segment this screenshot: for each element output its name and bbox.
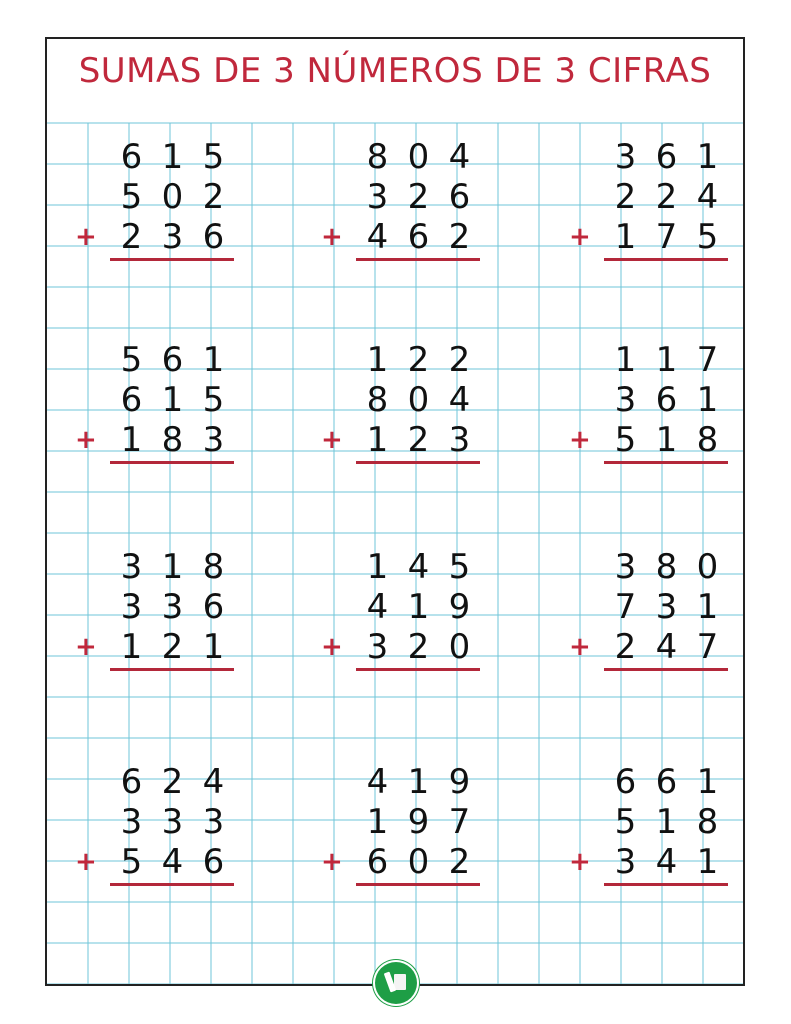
digit: 9	[407, 802, 430, 842]
digit: 1	[655, 420, 678, 460]
digit: 7	[448, 802, 471, 842]
addend-row	[71, 340, 231, 380]
plus-sign: +	[75, 222, 97, 252]
digit: 3	[614, 842, 637, 882]
addend-row	[565, 380, 725, 420]
plus-sign: +	[569, 425, 591, 455]
digit: 4	[202, 762, 225, 802]
addend-row	[565, 420, 725, 460]
addend-row	[565, 802, 725, 842]
digit: 5	[120, 177, 143, 217]
digit: 1	[655, 340, 678, 380]
digit: 0	[696, 547, 719, 587]
digit: 2	[448, 217, 471, 257]
digit: 2	[407, 627, 430, 667]
digit: 3	[614, 380, 637, 420]
addend-row	[317, 587, 477, 627]
plus-sign: +	[321, 847, 343, 877]
digit: 6	[655, 137, 678, 177]
addend-row	[317, 217, 477, 257]
digit: 3	[161, 802, 184, 842]
addend-row	[565, 340, 725, 380]
sum-line	[356, 668, 480, 671]
digit: 3	[655, 587, 678, 627]
addend-row	[565, 177, 725, 217]
digit: 5	[614, 420, 637, 460]
digit: 1	[696, 587, 719, 627]
digit: 4	[366, 587, 389, 627]
sum-line	[356, 461, 480, 464]
digit: 4	[448, 137, 471, 177]
digit: 6	[407, 217, 430, 257]
digit: 1	[614, 217, 637, 257]
sum-line	[604, 883, 728, 886]
digit: 3	[614, 547, 637, 587]
digit: 2	[655, 177, 678, 217]
addition-problem	[565, 340, 725, 460]
addend-row	[71, 627, 231, 667]
plus-sign: +	[75, 425, 97, 455]
digit: 1	[407, 587, 430, 627]
addend-row	[317, 762, 477, 802]
digit: 8	[696, 802, 719, 842]
digit: 1	[120, 420, 143, 460]
digit: 4	[696, 177, 719, 217]
digit: 3	[120, 547, 143, 587]
digit: 4	[655, 842, 678, 882]
addend-row	[565, 587, 725, 627]
sum-line	[356, 883, 480, 886]
addend-row	[565, 842, 725, 882]
sum-line	[356, 258, 480, 261]
digit: 2	[407, 340, 430, 380]
digit: 3	[202, 420, 225, 460]
digit: 4	[407, 547, 430, 587]
sum-line	[604, 258, 728, 261]
digit: 8	[161, 420, 184, 460]
addition-problem	[317, 547, 477, 667]
digit: 3	[161, 587, 184, 627]
addend-row	[71, 177, 231, 217]
sum-line	[604, 668, 728, 671]
digit: 2	[614, 177, 637, 217]
addition-problem	[71, 137, 231, 257]
digit: 5	[202, 137, 225, 177]
digit: 1	[614, 340, 637, 380]
digit: 6	[202, 217, 225, 257]
addend-row	[71, 762, 231, 802]
digit: 6	[120, 762, 143, 802]
addend-row	[71, 380, 231, 420]
addend-row	[71, 802, 231, 842]
digit: 8	[202, 547, 225, 587]
digit: 3	[366, 177, 389, 217]
sum-line	[110, 668, 234, 671]
plus-sign: +	[321, 222, 343, 252]
digit: 7	[655, 217, 678, 257]
digit: 1	[696, 380, 719, 420]
addition-problem	[71, 762, 231, 882]
plus-sign: +	[321, 425, 343, 455]
addition-problem	[565, 547, 725, 667]
addend-row	[317, 547, 477, 587]
sum-line	[604, 461, 728, 464]
digit: 6	[655, 380, 678, 420]
digit: 8	[696, 420, 719, 460]
digit: 5	[202, 380, 225, 420]
plus-sign: +	[569, 222, 591, 252]
digit: 2	[161, 762, 184, 802]
digit: 8	[366, 137, 389, 177]
addition-problem	[317, 137, 477, 257]
digit: 0	[407, 137, 430, 177]
digit: 1	[202, 627, 225, 667]
digit: 7	[696, 627, 719, 667]
digit: 2	[120, 217, 143, 257]
addend-row	[71, 587, 231, 627]
digit: 2	[448, 340, 471, 380]
addition-problem	[317, 340, 477, 460]
addend-row	[317, 802, 477, 842]
addition-problem	[317, 762, 477, 882]
digit: 1	[366, 420, 389, 460]
paper-shape	[394, 974, 406, 990]
worksheet	[45, 37, 745, 986]
digit: 6	[120, 137, 143, 177]
digit: 7	[614, 587, 637, 627]
digit: 5	[696, 217, 719, 257]
school-logo-icon	[375, 962, 417, 1004]
digit: 0	[407, 380, 430, 420]
addend-row	[565, 217, 725, 257]
digit: 6	[366, 842, 389, 882]
digit: 3	[161, 217, 184, 257]
addend-row	[71, 842, 231, 882]
addition-problem	[71, 340, 231, 460]
digit: 4	[655, 627, 678, 667]
digit: 8	[366, 380, 389, 420]
digit: 5	[614, 802, 637, 842]
addend-row	[317, 627, 477, 667]
digit: 9	[448, 762, 471, 802]
digit: 1	[120, 627, 143, 667]
digit: 3	[448, 420, 471, 460]
digit: 4	[366, 217, 389, 257]
digit: 8	[655, 547, 678, 587]
digit: 6	[161, 340, 184, 380]
digit: 4	[448, 380, 471, 420]
addend-row	[565, 627, 725, 667]
digit: 6	[448, 177, 471, 217]
digit: 1	[366, 340, 389, 380]
digit: 4	[366, 762, 389, 802]
addend-row	[71, 137, 231, 177]
addend-row	[565, 547, 725, 587]
digit: 6	[614, 762, 637, 802]
digit: 1	[161, 380, 184, 420]
page-title: SUMAS DE 3 NÚMEROS DE 3 CIFRAS	[78, 51, 712, 91]
addend-row	[317, 177, 477, 217]
digit: 6	[202, 587, 225, 627]
addend-row	[71, 420, 231, 460]
digit: 6	[120, 380, 143, 420]
plus-sign: +	[75, 632, 97, 662]
digit: 1	[161, 137, 184, 177]
digit: 2	[407, 177, 430, 217]
digit: 0	[448, 627, 471, 667]
addend-row	[565, 762, 725, 802]
digit: 9	[448, 587, 471, 627]
addition-problem	[565, 137, 725, 257]
digit: 3	[202, 802, 225, 842]
digit: 2	[161, 627, 184, 667]
digit: 2	[202, 177, 225, 217]
sum-line	[110, 883, 234, 886]
digit: 3	[120, 802, 143, 842]
plus-sign: +	[569, 632, 591, 662]
digit: 3	[120, 587, 143, 627]
digit: 1	[366, 547, 389, 587]
digit: 1	[696, 762, 719, 802]
digit: 2	[614, 627, 637, 667]
addend-row	[565, 137, 725, 177]
digit: 5	[120, 340, 143, 380]
addend-row	[71, 547, 231, 587]
addend-row	[71, 217, 231, 257]
digit: 1	[407, 762, 430, 802]
digit: 2	[448, 842, 471, 882]
addition-problem	[71, 547, 231, 667]
addend-row	[317, 340, 477, 380]
digit: 6	[655, 762, 678, 802]
digit: 6	[202, 842, 225, 882]
addend-row	[317, 842, 477, 882]
digit: 1	[161, 547, 184, 587]
digit: 0	[407, 842, 430, 882]
digit: 1	[696, 137, 719, 177]
digit: 1	[366, 802, 389, 842]
digit: 5	[120, 842, 143, 882]
addend-row	[317, 380, 477, 420]
digit: 5	[448, 547, 471, 587]
digit: 3	[614, 137, 637, 177]
addend-row	[317, 137, 477, 177]
plus-sign: +	[75, 847, 97, 877]
digit: 7	[696, 340, 719, 380]
plus-sign: +	[321, 632, 343, 662]
digit: 1	[202, 340, 225, 380]
digit: 1	[655, 802, 678, 842]
addition-problem	[565, 762, 725, 882]
sum-line	[110, 461, 234, 464]
digit: 4	[161, 842, 184, 882]
addend-row	[317, 420, 477, 460]
sum-line	[110, 258, 234, 261]
digit: 3	[366, 627, 389, 667]
plus-sign: +	[569, 847, 591, 877]
digit: 2	[407, 420, 430, 460]
digit: 1	[696, 842, 719, 882]
digit: 0	[161, 177, 184, 217]
